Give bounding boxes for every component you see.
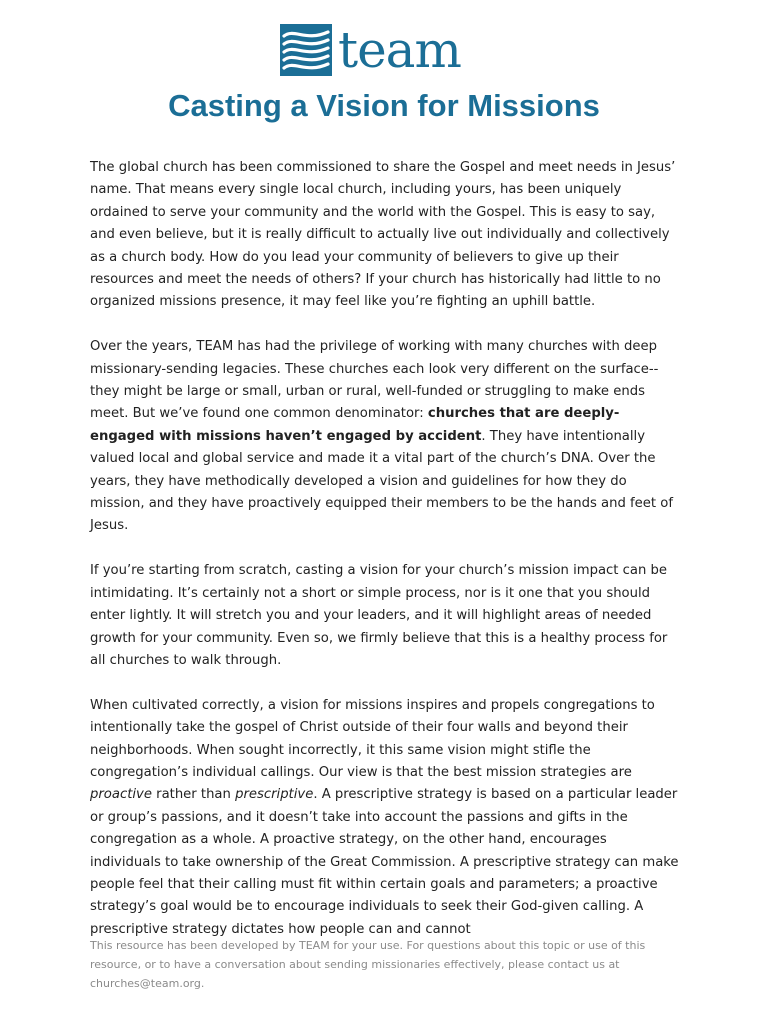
paragraph-1: The global church has been commissioned to share the Gospel and meet needs in Jesus’ name. That means every single local church, including yours, has been uniquely ordained to serve your community and the world with the Gospel. This is easy to say, and even believe, but it is really difficult to actually live out individually and collectively as a church body. How do you lead your community of believers to give up their resources and meet the needs of others? If your church has historically had little to no organized missions presence, it may feel like you’re fighting an uphill battle. xyxy=(90,160,676,310)
document-title: Casting a Vision for Missions xyxy=(168,88,600,123)
emphasis-prescriptive: prescriptive xyxy=(235,787,314,803)
team-logo xyxy=(280,22,461,78)
logo-wordmark: team xyxy=(338,21,461,79)
paragraph-3: If you’re starting from scratch, casting a vision for your church’s mission impact can be intimidating. It’s certainly not a short or simple process, nor is it one that you should enter lightly. It will stretch you and your leaders, and it will highlight areas of needed growth for your community. Even so, we firmly believe that this is a healthy process for all churches to walk through. xyxy=(90,563,668,668)
emphasis-proactive: proactive xyxy=(90,787,152,803)
emphasis-bold: churches that are deeply-engaged with missions haven’t engaged by accident xyxy=(90,406,620,444)
paragraph-4: When cultivated correctly, a vision for missions inspires and propels congregations to intentionally take the gospel of Christ outside of their four walls and beyond their neighborhoods. When sought incorrectly, it this same vision might stifle the congregation’s individual callings. Our view is that the best mission strategies are proactive rather than prescriptive. A prescriptive strategy is based on a particular leader or group’s passions, and it doesn’t take into account the passions and gifts in the congregation as a whole. A proactive strategy, on the other hand, encourages individuals to take ownership of the Great Commission. A prescriptive strategy can make people feel that their calling must fit within certain goals and parameters; a proactive strategy’s goal would be to encourage individuals to seek their God-given calling. A prescriptive strategy dictates how people can and cannot xyxy=(90,697,679,937)
footer-note: This resource has been developed by TEAM for your use. For questions about this topic or use of this resource, or to have a conversation about sending missionaries effectively, please contact us at churches@team.org. xyxy=(90,939,646,990)
document-body xyxy=(90,157,680,964)
paragraph-2: Over the years, TEAM has had the privilege of working with many churches with deep missionary-sending legacies. These churches each look very different on the surface--they might be large or small, urban or rural, well-funded or struggling to make ends meet. But we’ve found one common denominator: churches that are deeply-engaged with missions haven’t engaged by accident. They have intentionally valued local and global service and made it a vital part of the church’s DNA. Over the years, they have methodically developed a vision and guidelines for how they do mission, and they have proactively equipped their members to be the hands and feet of Jesus. xyxy=(90,339,673,534)
team-flag-logo-icon xyxy=(280,24,332,76)
